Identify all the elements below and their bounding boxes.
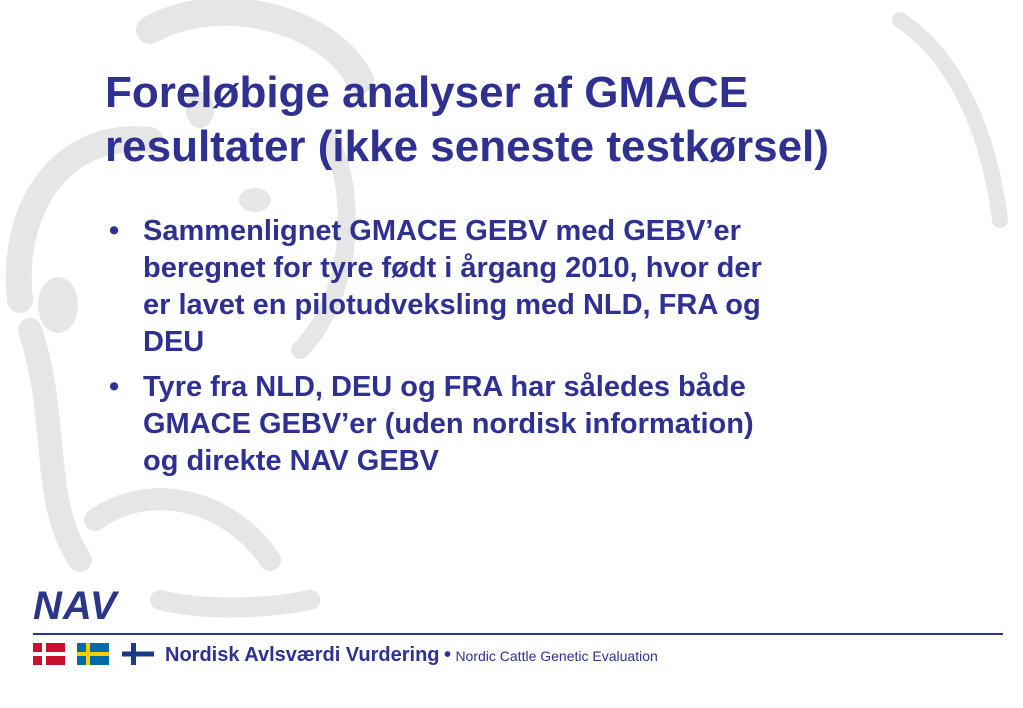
finland-flag-icon (122, 643, 154, 665)
bullet-list (105, 213, 985, 488)
footer-org-subtitle: Nordic Cattle Genetic Evaluation (455, 648, 658, 664)
nordic-flags (33, 643, 162, 667)
bullet-line: er lavet en pilotudveksling med NLD, FRA og (143, 289, 761, 321)
bullet-line: Tyre fra NLD, DEU og FRA har således både (143, 371, 746, 403)
sweden-flag-icon (77, 643, 109, 665)
footer-org-name: Nordisk Avlsværdi Vurdering (165, 644, 440, 666)
nav-logo: NAV (33, 584, 118, 628)
bullet-marker: • (109, 371, 120, 403)
title-line: Foreløbige analyser af GMACE (105, 68, 749, 117)
footer-separator: • (443, 644, 451, 666)
bullet-line: og direkte NAV GEBV (143, 445, 439, 477)
bullet-line: Sammenlignet GMACE GEBV med GEBV’er (143, 215, 741, 247)
bullet-line: DEU (143, 326, 205, 358)
bullet-item (105, 369, 985, 480)
bullet-line: GMACE GEBV’er (uden nordisk information) (143, 408, 754, 440)
denmark-flag-icon (33, 643, 65, 665)
bullet-line: beregnet for tyre født i årgang 2010, hvor der (143, 252, 762, 284)
bullet-item (105, 213, 985, 361)
footer-divider (33, 633, 1003, 635)
footer-caption (165, 644, 658, 667)
title-line: resultater (ikke seneste testkørsel) (105, 122, 829, 171)
slide-title (105, 66, 1005, 174)
bullet-marker: • (109, 215, 120, 247)
